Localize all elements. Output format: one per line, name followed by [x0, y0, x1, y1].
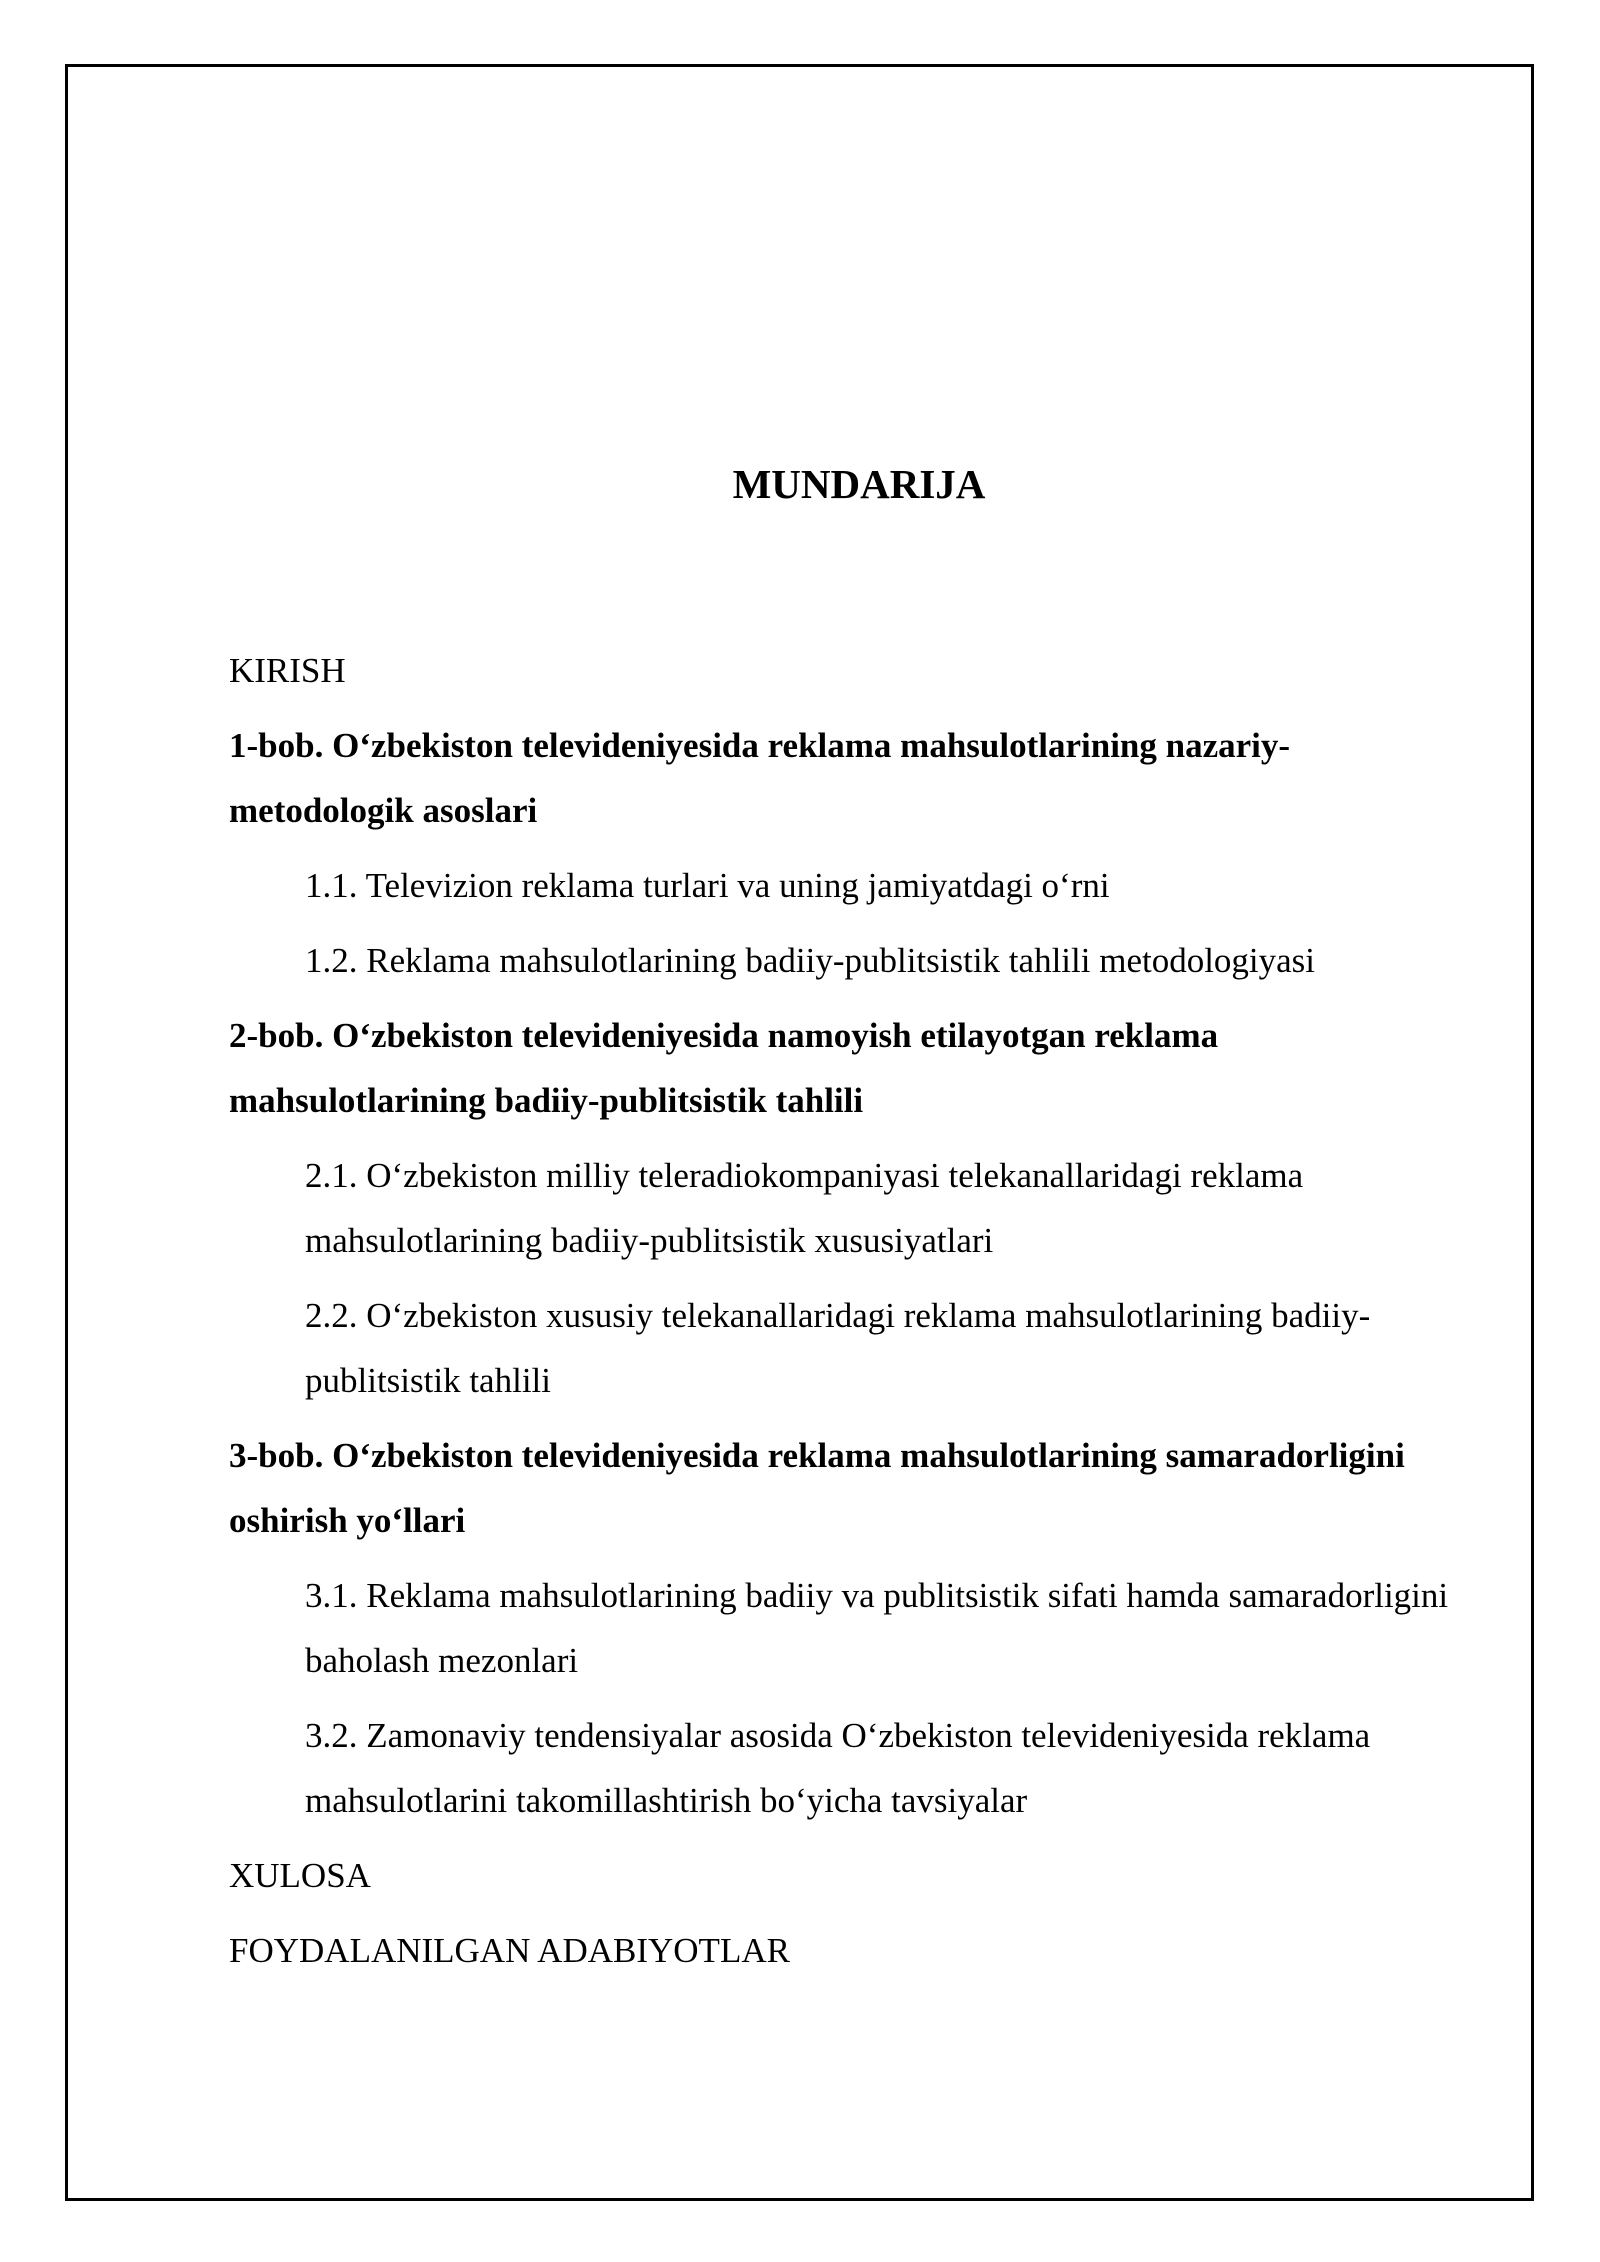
toc-conclusion: XULOSA — [229, 1856, 371, 1895]
table-of-contents — [229, 638, 1469, 1993]
toc-section-1-2: 1.2. Reklama mahsulotlarining badiiy-publitsistik tahlili metodologiyasi — [305, 941, 1316, 980]
toc-references: FOYDALANILGAN ADABIYOTLAR — [229, 1931, 790, 1970]
toc-chapter-1: 1-bob. O‘zbekiston televideniyesida reklama mahsulotlarining nazariy-metodologik asoslari — [229, 726, 1291, 830]
toc-section-2-2: 2.2. O‘zbekiston xususiy telekanallaridagi reklama mahsulotlarining badiiy-publitsistik tahlili — [305, 1296, 1371, 1400]
toc-chapter-3: 3-bob. O‘zbekiston televideniyesida reklama mahsulotlarining samaradorligini oshirish yo‘llari — [229, 1436, 1405, 1540]
toc-section-2-1: 2.1. O‘zbekiston milliy teleradiokompaniyasi telekanallaridagi reklama mahsulotlarining badiiy-publitsistik xususiyatlari — [305, 1156, 1304, 1260]
toc-intro: KIRISH — [229, 651, 346, 690]
toc-section-3-1: 3.1. Reklama mahsulotlarining badiiy va publitsistik sifati hamda samaradorligini baholash mezonlari — [305, 1576, 1449, 1680]
toc-section-3-2: 3.2. Zamonaviy tendensiyalar asosida O‘zbekiston televideniyesida reklama mahsulotlarini takomillashtirish bo‘yicha tavsiyalar — [305, 1716, 1371, 1820]
toc-section-1-1: 1.1. Televizion reklama turlari va uning jamiyatdagi o‘rni — [305, 866, 1110, 905]
page-title: MUNDARIJA — [732, 461, 986, 507]
toc-chapter-2: 2-bob. O‘zbekiston televideniyesida namoyish etilayotgan reklama mahsulotlarining badiiy-publitsistik tahlili — [229, 1016, 1219, 1120]
